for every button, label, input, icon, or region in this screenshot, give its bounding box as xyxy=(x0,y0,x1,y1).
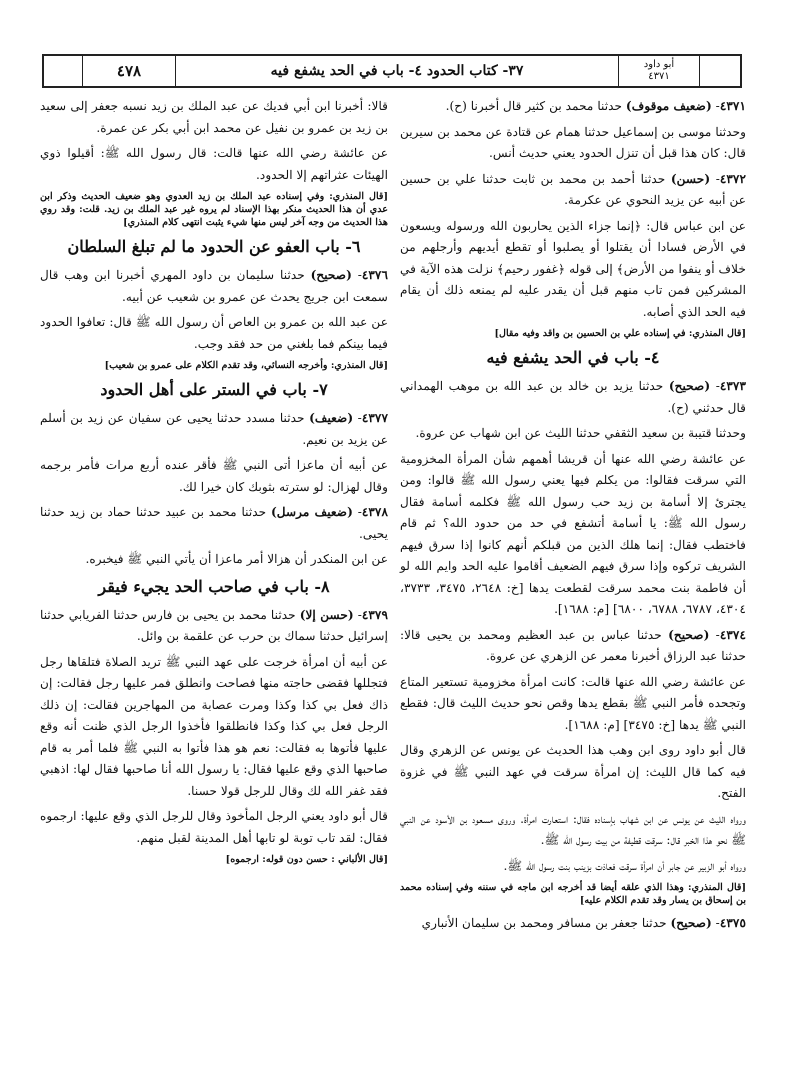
hadith-grade: (ضعيف مرسل) xyxy=(270,505,353,519)
hadith-number: ٤٣٧١ xyxy=(719,99,746,113)
hadith-text: عن ابن عباس قال: ﴿إنما جزاء الذين يحاربون الله ورسوله ويسعون في الأرض فسادا أن يقتلوا أو يصلبوا أو تقطع أيديهم وأرجلهم من خلاف أو ينفوا من الأرض﴾ إلى قوله ﴿غفور رحيم﴾ نزلت هذه الآية في المشركين فمن تاب منهم قبل أن يقدر عليه لم يمنعه ذلك أن يقام فيه الحد الذي أصابه. xyxy=(400,218,746,319)
hadith-grade: (صحيح) xyxy=(668,379,711,393)
hadith-paragraph: ٤٣٧٥- (صحيح) حدثنا جعفر بن مسافر ومحمد بن سليمان الأنباري xyxy=(421,916,746,930)
hadith-text: حدثنا أحمد بن محمد بن ثابت حدثنا علي بن حسين عن أبيه عن يزيد النحوي عن عكرمة. xyxy=(400,171,746,207)
hadith-text: حدثنا محمد بن عبيد حدثنا حماد بن زيد حدثنا يحيى. xyxy=(40,505,388,541)
hadith-text: عن عبد الله بن عمرو بن العاص أن رسول الله ﷺ قال: تعافوا الحدود فيما بينكم فما بلغني من حد فقد وجب. xyxy=(40,315,388,351)
hadith-paragraph xyxy=(40,806,388,849)
hadith-text: حدثنا محمد بن يحيى بن فارس حدثنا الفريابي حدثنا إسرائيل حدثنا سماك بن حرب عن علقمة بن وائل. xyxy=(40,607,388,643)
header-empty-cell-right xyxy=(700,56,740,86)
hadith-text: قالا: أخبرنا ابن أبي فديك عن عبد الملك بن زيد نسبه جعفر إلى سعيد بن زيد بن عمرو بن نفيل عن محمد ابن أبي بكر عن عمرة. xyxy=(40,99,388,135)
editor-note: [قال المنذري: وهذا الذي علقه أيضا قد أخرجه ابن ماجه في سننه وفي إسناده محمد بن إسحاق بن يسار وقد تقدم الكلام عليه] xyxy=(400,882,746,906)
hadith-text: عن ابن المنكدر أن هزالا أمر ماعزا أن يأتي النبي ﷺ فيخبره. xyxy=(85,552,388,566)
hadith-grade: (حسن إلا) xyxy=(299,607,354,622)
hadith-paragraph xyxy=(400,122,746,165)
hadith-grade: (حسن) xyxy=(670,171,711,186)
hadith-paragraph xyxy=(40,549,388,571)
hadith-text: حدثنا يزيد بن خالد بن عبد الله بن موهب الهمداني قال حدثني (ح). xyxy=(400,379,746,415)
hadith-number: ٤٣٧٨ xyxy=(361,505,388,519)
hadith-text: عن عائشة رضي الله عنها قالت: كانت امرأة مخزومية تستعير المتاع وتجحده فأمر النبي ﷺ بقطع يدها وقص نحو حديث الليث قال: فقطع النبي ﷺ يدها [خ: ٣٤٧٥] [م: ١٦٨٨]. xyxy=(400,674,746,732)
hadith-text: ورواه الليث عن يونس عن ابن شهاب بإسناده فقال: استعارت امرأة. وروى مسعود بن الأسود عن النبي ﷺ نحو هذا الخبر قال: سرقت قطيفة من بيت رسول الله ﷺ. xyxy=(400,811,746,847)
hadith-paragraph xyxy=(40,96,388,139)
abu-dawud-comment: قال أبو داود روى ابن وهب هذا الحديث عن يونس عن الزهري وقال فيه كما قال الليث: إن امرأة سرقت في عهد النبي ﷺ في غزوة الفتح. xyxy=(400,743,746,800)
chapter-heading: ٤- باب في الحد يشفع فيه xyxy=(486,348,660,367)
hadith-paragraph xyxy=(400,809,746,852)
hadith-number: ٤٣٧٣ xyxy=(719,379,747,393)
right-column xyxy=(400,96,746,939)
hadith-grade: (صحيح) xyxy=(668,627,710,642)
hadith-text: عن عائشة رضي الله عنها قالت: قال رسول الله ﷺ: أقيلوا ذوي الهيئات عثراتهم إلا الحدود. xyxy=(40,146,388,182)
hadith-number: ٤٣٧٢ xyxy=(719,171,747,186)
hadith-paragraph xyxy=(40,455,388,498)
header-title: ٣٧- كتاب الحدود ٤- باب في الحد يشفع فيه xyxy=(176,56,619,86)
hadith-grade: (صحيح) xyxy=(670,916,712,930)
hadith-paragraph xyxy=(400,216,746,324)
editor-note: [قال المنذري: وأخرجه النسائي، وقد تقدم الكلام على عمرو بن شعيب] xyxy=(104,360,388,371)
editor-note: [قال المنذري: في إسناده علي بن الحسين بن واقد وفيه مقال] xyxy=(494,328,746,339)
header-book-info xyxy=(619,56,700,86)
hadith-paragraph: ٤٣٧٩- (حسن إلا) حدثنا محمد بن يحيى بن فارس حدثنا الفريابي حدثنا إسرائيل حدثنا سماك بن حرب عن علقمة بن وائل. xyxy=(40,607,389,643)
hadith-paragraph xyxy=(40,312,388,355)
hadith-text: عن أبيه أن امرأة خرجت على عهد النبي ﷺ تريد الصلاة فتلقاها رجل فتجللها فقضى حاجته منها فصاحت وانطلق فمر عليها رجل فقالت: إن ذاك فعل بي كذا وكذا ومرت عصابة من المهاجرين فقالت: إن ذلك الرجل فعل بي كذا وكذا فانطلقوا فأخذوا الرجل الذي ظنت أنه وقع عليها فأتوها به فقالت: نعم هو هذا فأتوا به النبي ﷺ فلما أمر به قام صاحبها الذي وقع عليها فقال: يا رسول الله أنا صاحبها فقال لها: اذهبي فقد غفر الله لك وقال للرجل قولا حسنا. xyxy=(40,654,388,798)
hadith-text: عن عائشة رضي الله عنها أن قريشا أهمهم شأن المرأة المخزومية التي سرقت فقالوا: من يكلم فيها يعني رسول الله ﷺ قالوا: ومن يجترئ إلا أسامة بن زيد حب رسول الله ﷺ فكلمه أسامة فقال رسول الله ﷺ: يا أسامة أتشفع في حد من حدود الله؟ ثم قام فاختطب فقال: إنما هلك الذين من قبلكم أنهم كانوا إذا سرق فيهم الشريف تركوه وإذا سرق فيهم الضعيف أقاموا عليه الحد وايم الله لو أن فاطمة بنت محمد سرقت لقطعت يدها [خ: ٢٦٤٨، ٣٤٧٥، ٣٧٣٣، ٤٣٠٤، ٦٧٨٧، ٦٧٨٨، ٦٨٠٠] [م: ١٦٨٨]. xyxy=(400,451,747,616)
hadith-text: حدثنا جعفر بن مسافر ومحمد بن سليمان الأنباري xyxy=(421,916,667,930)
hadith-number: ٤٣٧٧ xyxy=(361,411,388,425)
editor-note: [قال الألباني : حسن دون قوله: ارجموه] xyxy=(225,854,388,865)
header-book-name: أبو داود xyxy=(643,59,675,70)
hadith-grade: (صحيح) xyxy=(310,268,352,282)
hadith-text: وحدثنا موسى بن إسماعيل حدثنا همام عن قتادة عن محمد بن سيرين قال: كان هذا قبل أن تنزل الحدود يعني حديث أنس. xyxy=(400,124,746,160)
hadith-number: ٤٣٧٩ xyxy=(361,607,389,622)
hadith-paragraph xyxy=(400,856,746,878)
hadith-paragraph: ٤٣٧٨- (ضعيف مرسل) حدثنا محمد بن عبيد حدثنا حماد بن زيد حدثنا يحيى. xyxy=(40,505,388,541)
hadith-paragraph xyxy=(400,423,746,445)
hadith-text: حدثنا عباس بن عبد العظيم ومحمد بن يحيى قالا: حدثنا عبد الرزاق أخبرنا معمر عن الزهري عن عروة. xyxy=(400,627,746,663)
running-header xyxy=(42,54,742,88)
left-column xyxy=(40,96,388,872)
abu-dawud-comment: قال أبو داود يعني الرجل المأخوذ وقال للرجل الذي وقع عليها: ارجموه فقال: لقد تاب توبة لو تابها أهل المدينة لقبل منهم. xyxy=(40,809,388,845)
hadith-text: ورواه أبو الزبير عن جابر أن امرأة سرقت فعاذت بزينب بنت رسول الله ﷺ. xyxy=(503,858,746,873)
hadith-paragraph: ٤٣٧١- (ضعيف موقوف) حدثنا محمد بن كثير قال أخبرنا (ح). xyxy=(445,99,746,113)
hadith-text: وحدثنا قتيبة بن سعيد الثقفي حدثنا الليث عن ابن شهاب عن عروة. xyxy=(415,426,746,440)
hadith-grade: (ضعيف موقوف) xyxy=(625,99,712,113)
hadith-paragraph xyxy=(400,449,746,621)
hadith-text: حدثنا مسدد حدثنا يحيى عن سفيان عن زيد بن أسلم عن يزيد بن نعيم. xyxy=(40,411,388,447)
hadith-paragraph xyxy=(400,740,746,805)
header-empty-cell-left xyxy=(44,56,83,86)
chapter-heading: ٨- باب في صاحب الحد يجيء فيقر xyxy=(98,576,330,596)
hadith-text: حدثنا سليمان بن داود المهري أخبرنا ابن وهب قال سمعت ابن جريج يحدث عن عمرو بن شعيب عن أبيه. xyxy=(40,268,388,304)
chapter-heading: ٦- باب العفو عن الحدود ما لم تبلغ السلطان xyxy=(67,237,361,256)
chapter-heading: ٧- باب في الستر على أهل الحدود xyxy=(100,380,328,399)
editor-note: [قال المنذري: وفي إسناده عبد الملك بن زيد العدوي وهو ضعيف الحديث وذكر ابن عدي أن هذا الحديث منكر بهذا الإسناد لم يروه غير عبد الملك بن زيد. قلت: وقد روي هذا الحديث من وجه آخر ليس منها شيء يثبت انتهى كلام المنذري] xyxy=(40,191,388,228)
hadith-grade: (ضعيف) xyxy=(309,411,354,425)
hadith-paragraph: ٤٣٧٦- (صحيح) حدثنا سليمان بن داود المهري أخبرنا ابن وهب قال سمعت ابن جريج يحدث عن عمرو بن شعيب عن أبيه. xyxy=(40,268,389,304)
hadith-number: ٤٣٧٦ xyxy=(361,268,389,282)
hadith-text: عن أبيه أن ماعزا أتى النبي ﷺ فأقر عنده أربع مرات فأمر برجمه وقال لهزال: لو سترته بثوبك كان خيرا لك. xyxy=(40,458,388,494)
hadith-number: ٤٣٧٥ xyxy=(719,916,746,930)
hadith-paragraph xyxy=(40,143,388,186)
hadith-paragraph xyxy=(400,672,746,737)
header-hadith-range: ٤٣٧١ xyxy=(648,71,670,82)
hadith-paragraph: ٤٣٧٣- (صحيح) حدثنا يزيد بن خالد بن عبد الله بن موهب الهمداني قال حدثني (ح). xyxy=(400,379,747,415)
hadith-paragraph: ٤٣٧٧- (ضعيف) حدثنا مسدد حدثنا يحيى عن سفيان عن زيد بن أسلم عن يزيد بن نعيم. xyxy=(40,411,388,447)
hadith-paragraph: ٤٣٧٢- (حسن) حدثنا أحمد بن محمد بن ثابت حدثنا علي بن حسين عن أبيه عن يزيد النحوي عن عكرمة. xyxy=(400,171,747,207)
hadith-paragraph xyxy=(40,652,388,803)
hadith-number: ٤٣٧٤ xyxy=(719,627,746,642)
page-number: ٤٧٨ xyxy=(83,56,176,86)
hadith-text: حدثنا محمد بن كثير قال أخبرنا (ح). xyxy=(445,99,623,113)
hadith-paragraph: ٤٣٧٤- (صحيح) حدثنا عباس بن عبد العظيم ومحمد بن يحيى قالا: حدثنا عبد الرزاق أخبرنا معمر عن الزهري عن عروة. xyxy=(400,627,746,663)
